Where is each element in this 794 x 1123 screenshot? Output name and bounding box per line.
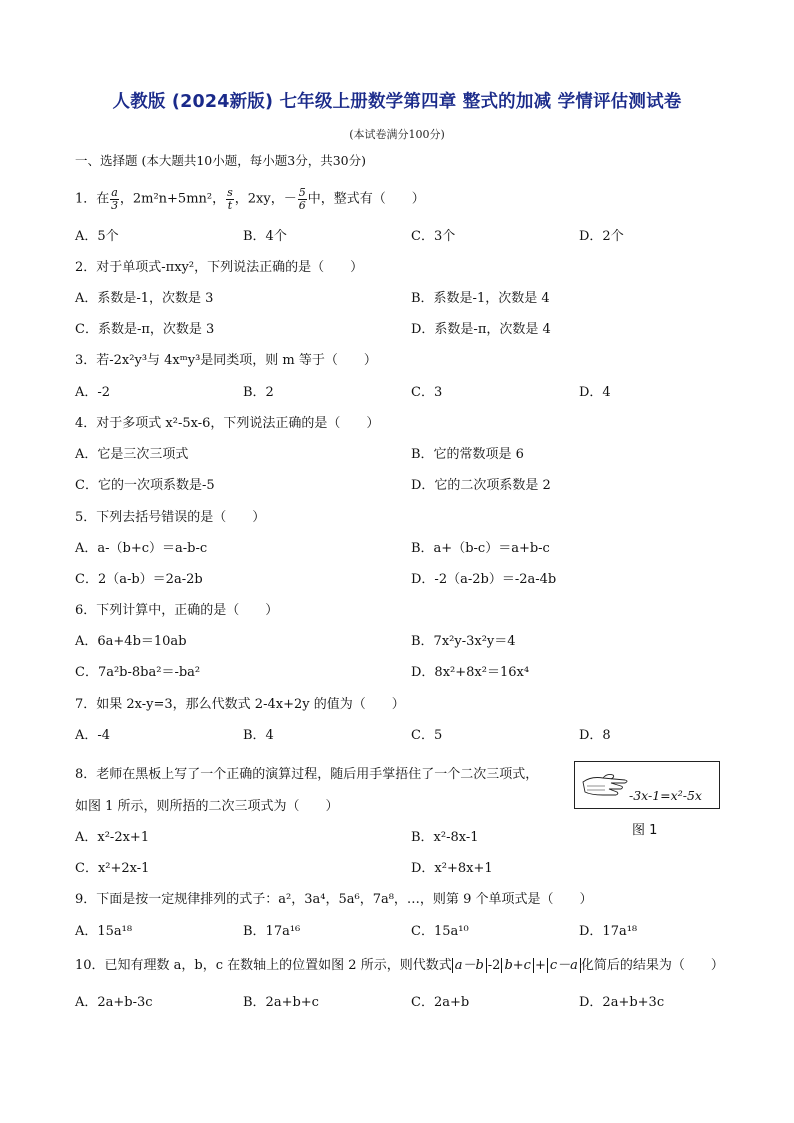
option-b[interactable]: B．x²-8x-1 xyxy=(411,830,479,845)
question-10-stem: 10．已知有理数 a，b，c 在数轴上的位置如图 2 所示，则代数式 a－b -2 b+c + c－a 化简后的结果为（ ） xyxy=(75,958,724,973)
option-b[interactable]: B．7x²y-3x²y＝4 xyxy=(411,634,516,649)
option-d[interactable]: D．2a+b+3c xyxy=(579,995,665,1010)
option-a[interactable]: A．6a+4b＝10ab xyxy=(75,634,187,649)
question-7-options xyxy=(75,724,725,744)
option-b[interactable]: B．它的常数项是 6 xyxy=(411,447,524,462)
figure-1 xyxy=(574,761,720,809)
option-c[interactable]: C．15a¹⁰ xyxy=(411,924,469,939)
option-a[interactable]: A．x²-2x+1 xyxy=(75,830,150,845)
question-2-stem: 2．对于单项式-πxy²，下列说法正确的是（ ） xyxy=(75,260,364,275)
figure-1-caption: 图 1 xyxy=(632,823,658,838)
option-b[interactable]: B．17a¹⁶ xyxy=(243,924,301,939)
question-10-options xyxy=(75,991,725,1011)
question-4-options-row2 xyxy=(75,474,725,494)
option-c[interactable]: C．7a²b-8ba²＝-ba² xyxy=(75,665,201,680)
option-b[interactable]: B．2a+b+c xyxy=(243,995,319,1010)
fraction-a-over-3: $\frac{a}{3}$ xyxy=(111,186,119,212)
option-a[interactable]: A．-2 xyxy=(75,385,111,400)
option-d[interactable]: D．x²+8x+1 xyxy=(411,861,493,876)
question-6-options-row1 xyxy=(75,630,725,650)
fraction-s-over-t: $\frac{s}{t}$ xyxy=(227,186,233,212)
question-7-stem: 7．如果 2x-y=3，那么代数式 2-4x+2y 的值为（ ） xyxy=(75,697,405,712)
option-d[interactable]: D．17a¹⁸ xyxy=(579,924,638,939)
option-c[interactable]: C．2（a-b）＝2a-2b xyxy=(75,572,203,587)
option-b[interactable]: B．a+（b-c）＝a+b-c xyxy=(411,541,550,556)
option-d[interactable]: D．8x²+8x²＝16x⁴ xyxy=(411,665,530,680)
question-9-options xyxy=(75,920,725,940)
question-8-options-row2 xyxy=(75,857,725,877)
question-4-options-row1 xyxy=(75,443,725,463)
section-heading: 一、选择题 (本大题共10小题，每小题3分，共30分) xyxy=(75,153,366,168)
abs-c-minus-a: c－a xyxy=(547,958,581,973)
option-d[interactable]: D．系数是-π，次数是 4 xyxy=(411,322,551,337)
option-c[interactable]: C．系数是-π，次数是 3 xyxy=(75,322,215,337)
page-title: 人教版 (2024新版) 七年级上册数学第四章 整式的加减 学情评估测试卷 xyxy=(112,92,682,112)
option-c[interactable]: C．3个 xyxy=(411,229,456,244)
option-d[interactable]: D．它的二次项系数是 2 xyxy=(411,478,551,493)
question-6-stem: 6．下列计算中，正确的是（ ） xyxy=(75,603,279,618)
fraction-5-over-6: $\frac{5}{6}$ xyxy=(298,186,306,212)
question-6-options-row2 xyxy=(75,661,725,681)
option-a[interactable]: A．-4 xyxy=(75,728,111,743)
option-c[interactable]: C．5 xyxy=(411,728,443,743)
question-8-stem: 8．老师在黑板上写了一个正确的演算过程，随后用手掌捂住了一个二次三项式， xyxy=(75,767,539,782)
question-3-stem: 3．若-2x²y³与 4xᵐy³是同类项，则 m 等于（ ） xyxy=(75,353,377,368)
abs-b-plus-c: b+c xyxy=(501,958,534,973)
option-d[interactable]: D．4 xyxy=(579,385,611,400)
question-1-options xyxy=(75,225,725,245)
question-9-stem: 9．下面是按一定规律排列的式子：a²，3a⁴，5a⁶，7a⁸，…，则第 9 个单项式是（ ） xyxy=(75,892,593,907)
question-5-options-row1 xyxy=(75,537,725,557)
option-b[interactable]: B．2 xyxy=(243,385,274,400)
option-d[interactable]: D．-2（a-2b）＝-2a-4b xyxy=(411,572,557,587)
question-8-stem-cont: 如图 1 所示，则所捂的二次三项式为（ ） xyxy=(75,799,339,814)
option-d[interactable]: D．8 xyxy=(579,728,611,743)
question-8-options-row1 xyxy=(75,826,725,846)
option-a[interactable]: A．5个 xyxy=(75,229,119,244)
question-5-stem: 5．下列去括号错误的是（ ） xyxy=(75,510,266,525)
option-b[interactable]: B．4 xyxy=(243,728,274,743)
option-c[interactable]: C．x²+2x-1 xyxy=(75,861,150,876)
option-b[interactable]: B．系数是-1，次数是 4 xyxy=(411,291,550,306)
question-4-stem: 4．对于多项式 x²-5x-6，下列说法正确的是（ ） xyxy=(75,416,380,431)
question-1-stem: 1．在 $\frac{a}{3}$ ，2m²n+5mn²， $\frac{s}{t}$ ，2xy，－ $\frac{5}{6}$ 中，整式有（ ） xyxy=(75,186,425,212)
option-a[interactable]: A．2a+b-3c xyxy=(75,995,153,1010)
question-2-options-row2 xyxy=(75,318,725,338)
option-a[interactable]: A．它是三次三项式 xyxy=(75,447,189,462)
option-c[interactable]: C．2a+b xyxy=(411,995,470,1010)
option-c[interactable]: C．3 xyxy=(411,385,443,400)
option-d[interactable]: D．2个 xyxy=(579,229,624,244)
option-a[interactable]: A．系数是-1，次数是 3 xyxy=(75,291,214,306)
option-a[interactable]: A．15a¹⁸ xyxy=(75,924,133,939)
figure-1-expression: -3x-1=x²-5x xyxy=(629,788,702,803)
option-a[interactable]: A．a-（b+c）＝a-b-c xyxy=(75,541,208,556)
question-2-options-row1 xyxy=(75,287,725,307)
option-b[interactable]: B．4个 xyxy=(243,229,287,244)
option-c[interactable]: C．它的一次项系数是-5 xyxy=(75,478,215,493)
abs-a-minus-b: a－b xyxy=(452,958,487,973)
question-5-options-row2 xyxy=(75,568,725,588)
question-3-options xyxy=(75,381,725,401)
score-note: (本试卷满分100分) xyxy=(349,128,445,141)
